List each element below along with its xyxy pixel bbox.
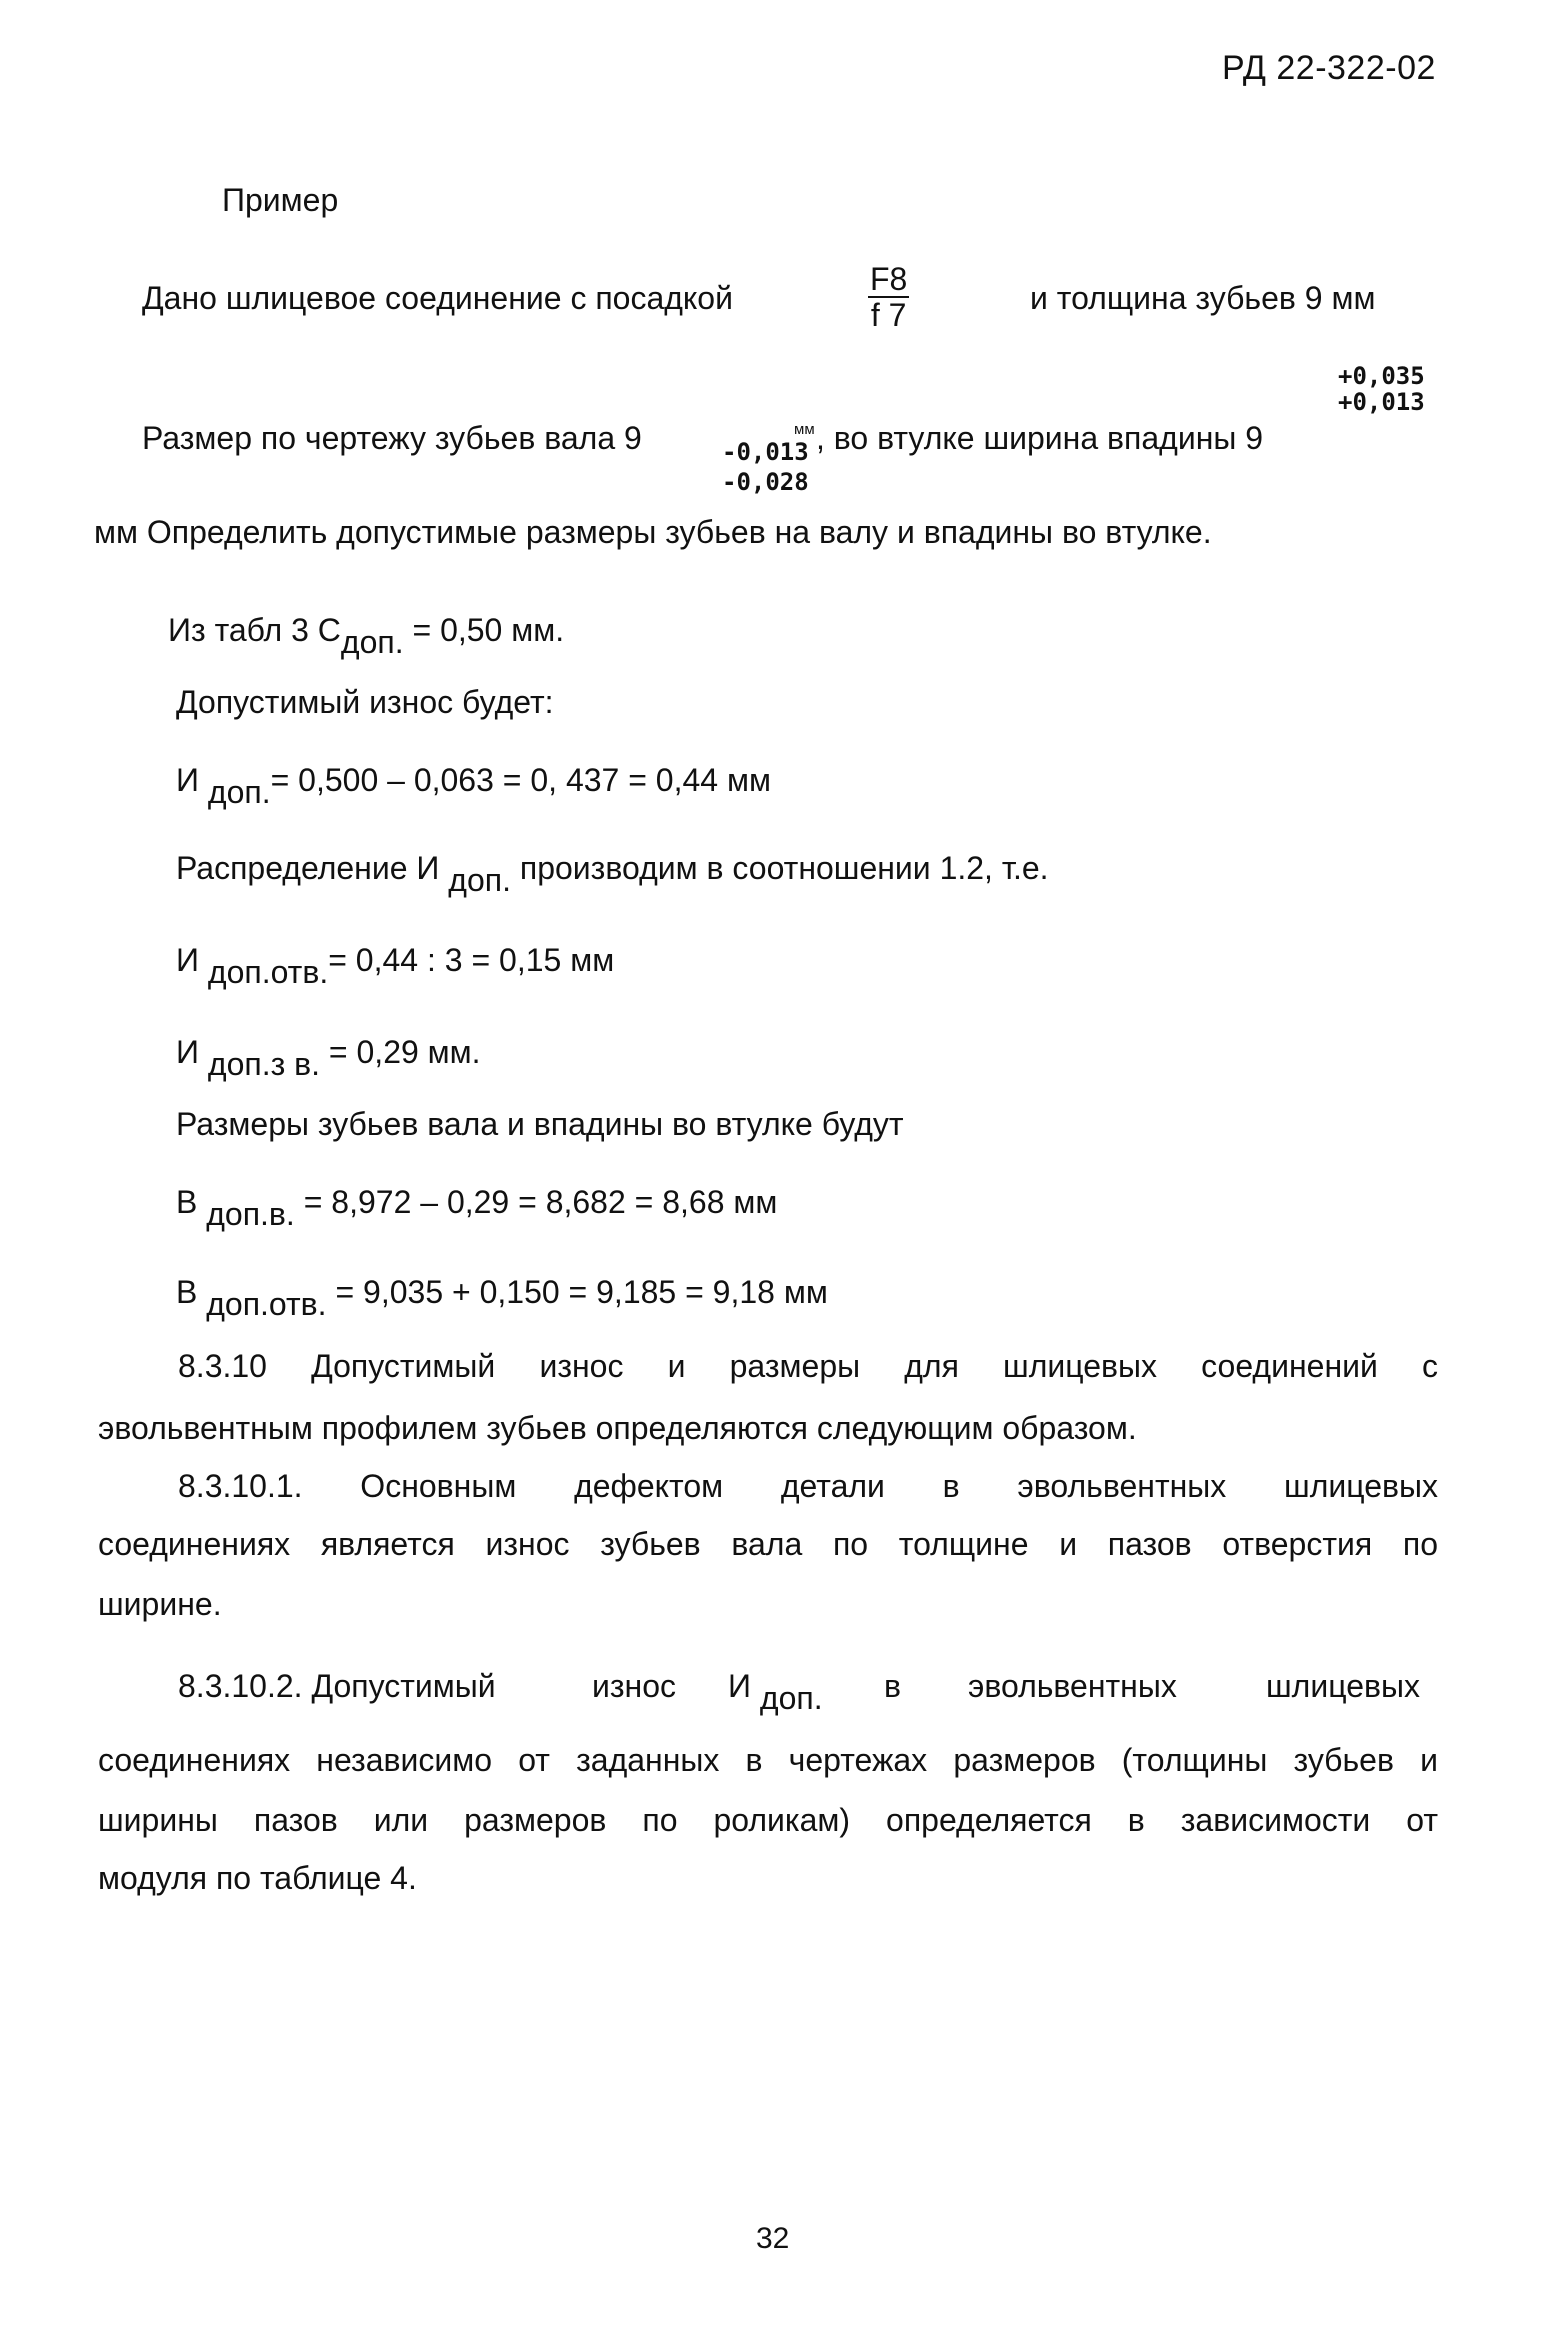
size-line-start: Размер по чертежу зубьев вала 9 bbox=[142, 420, 642, 456]
section-8-3-10-2-line2: соединениях независимо от заданных в чертежах размеров (толщины зубьев и bbox=[98, 1742, 1438, 1778]
clearance-label: Из табл 3 С bbox=[168, 612, 341, 648]
section-8-3-10-2-line4: модуля по таблице 4. bbox=[98, 1860, 417, 1896]
tooth-wear-symbol: И bbox=[176, 1034, 199, 1070]
task-line: мм Определить допустимые размеры зубьев на валу и впадины во втулке. bbox=[94, 514, 1212, 550]
hole-tolerance-upper: +0,035 bbox=[1338, 362, 1425, 390]
bore-size-subscript: доп.отв. bbox=[206, 1286, 327, 1322]
section-8-3-10-2-involute: эвольвентных bbox=[968, 1668, 1177, 1704]
bore-size-symbol: В bbox=[176, 1274, 198, 1310]
size-line-end: , во втулке ширина впадины 9 bbox=[816, 420, 1264, 456]
distribution-label: Распределение И bbox=[176, 850, 440, 886]
sizes-intro: Размеры зубьев вала и впадины во втулке будут bbox=[176, 1106, 904, 1142]
shaft-tolerance-lower: -0,028 bbox=[722, 468, 809, 496]
clearance-line bbox=[168, 610, 565, 660]
wear-intro: Допустимый износ будет: bbox=[176, 684, 554, 720]
section-8-3-10-1-line1: 8.3.10.1. Основным дефектом детали в эвольвентных шлицевых bbox=[178, 1468, 1438, 1504]
section-8-3-10-2-spline: шлицевых bbox=[1266, 1668, 1420, 1704]
tooth-wear-value: = 0,29 мм. bbox=[320, 1034, 481, 1070]
section-8-3-10-2-line3: ширины пазов или размеров по роликам) определяется в зависимости от bbox=[98, 1802, 1438, 1838]
bore-size-line bbox=[176, 1272, 828, 1322]
given-suffix: и толщина зубьев 9 мм bbox=[1030, 280, 1376, 316]
hole-wear-line bbox=[176, 940, 615, 990]
tooth-wear-subscript: доп.з в. bbox=[207, 1046, 321, 1082]
fit-fraction bbox=[868, 262, 909, 332]
wear-symbol: И bbox=[176, 762, 199, 798]
example-title: Пример bbox=[222, 182, 339, 218]
wear-subscript: доп. bbox=[207, 774, 271, 810]
shaft-size-value: = 8,972 – 0,29 = 8,682 = 8,68 мм bbox=[294, 1184, 778, 1220]
section-8-3-10-line1: 8.3.10 Допустимый износ и размеры для шлицевых соединений с bbox=[178, 1348, 1438, 1384]
shaft-tolerance-upper: -0,013 bbox=[722, 438, 809, 466]
document-code: РД 22-322-02 bbox=[1222, 49, 1436, 87]
clearance-subscript: доп. bbox=[340, 624, 404, 660]
bore-size-value: = 9,035 + 0,150 = 9,185 = 9,18 мм bbox=[326, 1274, 828, 1310]
section-8-3-10-1-line3: ширине. bbox=[98, 1586, 222, 1622]
shaft-size-symbol: В bbox=[176, 1184, 198, 1220]
distribution-text: производим в соотношении 1.2, т.е. bbox=[510, 850, 1049, 886]
fit-denominator: f 7 bbox=[870, 297, 907, 333]
wear-subscript-inline: доп. bbox=[759, 1680, 823, 1716]
section-8-3-10-2-prep: в bbox=[884, 1668, 901, 1704]
section-8-3-10-2-symbol bbox=[728, 1666, 823, 1716]
unit-small: мм bbox=[794, 421, 815, 438]
fit-numerator: F8 bbox=[870, 261, 908, 297]
hole-tolerance-lower: +0,013 bbox=[1338, 388, 1425, 416]
section-8-3-10-2-wear: износ bbox=[592, 1668, 677, 1704]
distribution-line bbox=[176, 848, 1049, 898]
distribution-subscript: доп. bbox=[448, 862, 511, 898]
shaft-size-subscript: доп.в. bbox=[206, 1196, 295, 1232]
section-8-3-10-line2: эвольвентным профилем зубьев определяются следующим образом. bbox=[98, 1410, 1137, 1446]
wear-symbol-inline: И bbox=[728, 1668, 751, 1704]
hole-wear-symbol: И bbox=[176, 942, 199, 978]
wear-value: = 0,500 – 0,063 = 0, 437 = 0,44 мм bbox=[270, 762, 771, 798]
section-8-3-10-1-line2: соединениях является износ зубьев вала по толщине и пазов отверстия по bbox=[98, 1526, 1438, 1562]
given-text: Дано шлицевое соединение с посадкой bbox=[142, 280, 733, 316]
section-8-3-10-2-num: 8.3.10.2. Допустимый bbox=[178, 1668, 496, 1704]
hole-wear-subscript: доп.отв. bbox=[207, 954, 329, 990]
tooth-wear-line bbox=[176, 1032, 481, 1082]
page-number: 32 bbox=[756, 2222, 790, 2255]
wear-line bbox=[176, 760, 771, 810]
hole-wear-value: = 0,44 : 3 = 0,15 мм bbox=[328, 942, 615, 978]
clearance-value: = 0,50 мм. bbox=[403, 612, 565, 648]
shaft-size-line bbox=[176, 1182, 778, 1232]
